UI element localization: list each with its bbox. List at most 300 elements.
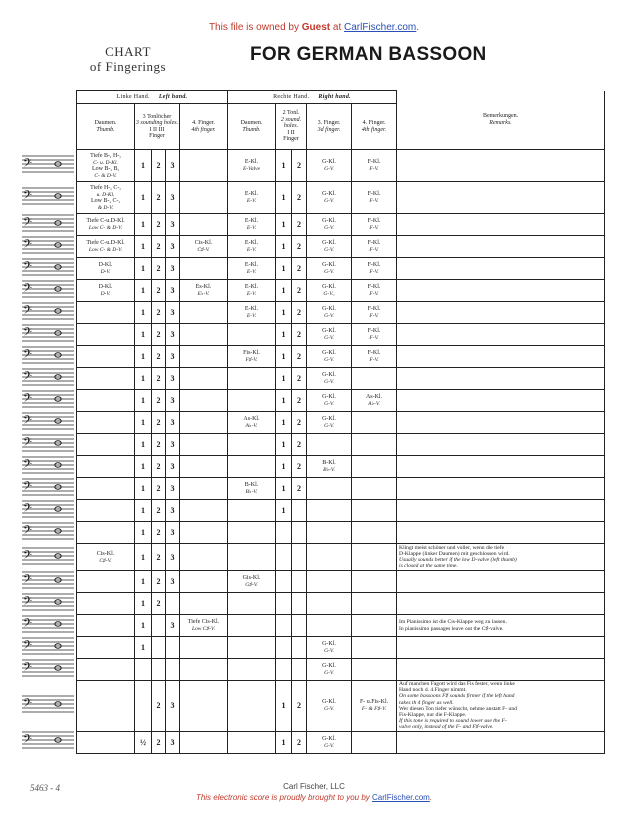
right-thumb-cell (228, 478, 276, 500)
right-fourth-finger-header (352, 104, 397, 150)
left-hole-3-cell (166, 593, 180, 615)
left-fourth-finger-cell (180, 544, 228, 571)
right-hole-1-cell: 1 (276, 346, 292, 368)
right-third-finger-cell-line: G-V. (324, 379, 334, 385)
right-fourth-finger-cell (352, 150, 397, 182)
right-hole-1-cell: 1 (276, 456, 292, 478)
left-thumb-cell-line: u. D-Kl. (96, 191, 115, 198)
right-holes-header (276, 104, 307, 150)
right-fourth-finger-cell (352, 659, 397, 681)
right-fourth-finger-cell-line: F-Kl. (367, 284, 381, 290)
left-hole-2-cell: 2 (152, 593, 166, 615)
right-hole-2-cell: 2 (292, 214, 307, 236)
table-row (77, 390, 605, 412)
right-hole-1-cell: 1 (276, 236, 292, 258)
right-thumb-cell (228, 659, 276, 681)
fingering-rows (77, 150, 605, 754)
right-thumb-cell-line: E-V. (246, 247, 257, 253)
left-thumb-cell-line: Tiefe B-, H-, (90, 152, 121, 159)
right-fourth-finger-cell-line: F-Kl. (367, 306, 381, 312)
remarks-cell (397, 456, 605, 478)
remarks-cell (397, 280, 605, 302)
right-fourth-finger-cell-line: F-V. (369, 291, 379, 297)
right-third-finger-cell (307, 571, 352, 593)
remarks-cell (397, 258, 605, 280)
right-fourth-finger-cell-line: F-V. (369, 166, 379, 172)
right-thumb-cell-line: B-Kl. (244, 482, 259, 488)
table-row (77, 681, 605, 732)
left-thumb-cell (77, 456, 135, 478)
remarks-cell (397, 659, 605, 681)
left-fourth-finger-cell-line: C♯-V. (197, 247, 210, 253)
right-third-finger-cell-line: G-V. (324, 423, 334, 429)
right-third-finger-cell (307, 522, 352, 544)
left-thumb-cell (77, 302, 135, 324)
left-thumb-cell-line: Cis-Kl. (96, 550, 115, 557)
left-hole-3-cell: 3 (166, 302, 180, 324)
left-thumb-cell (77, 150, 135, 182)
left-thumb-cell-line: D-Kl. (98, 262, 113, 268)
left-fourth-label-en: 4th finger. (191, 126, 216, 133)
right-hole-2-cell: 2 (292, 258, 307, 280)
left-fourth-finger-cell (180, 637, 228, 659)
right-third-finger-cell-line: G-V. (324, 401, 334, 407)
right-holes-label-en: 2 sound. holes. (280, 116, 302, 130)
right-thumb-cell (228, 522, 276, 544)
remarks-cell (397, 522, 605, 544)
left-thumb-cell (77, 182, 135, 214)
remarks-cell (397, 571, 605, 593)
remarks-cell (397, 214, 605, 236)
table-row (77, 637, 605, 659)
left-thumb-cell (77, 368, 135, 390)
right-fourth-finger-cell (352, 681, 397, 732)
bass-clef-icon: 𝄢 (23, 595, 33, 611)
right-third-finger-cell-line: G-V. (324, 357, 334, 363)
right-hole-1-cell (276, 593, 292, 615)
remarks-cell (397, 593, 605, 615)
staff-snippet (22, 344, 74, 366)
left-hole-3-cell: 3 (166, 500, 180, 522)
left-thumb-cell-line: Tiefe H-, C-, (90, 184, 121, 191)
left-fourth-finger-cell (180, 659, 228, 681)
bass-clef-icon: 𝄢 (23, 260, 33, 276)
left-thumb-cell-line: C- u. D-Kl. (93, 159, 118, 166)
right-thumb-cell (228, 346, 276, 368)
banner-prefix: This file is owned by (208, 22, 302, 33)
remark-line: If this tone is required to sound lower use the F- (399, 718, 507, 725)
remarks-cell (397, 368, 605, 390)
left-hole-3-cell: 3 (166, 412, 180, 434)
bass-clef-icon: 𝄢 (23, 733, 33, 749)
right-hole-2-cell: 2 (292, 681, 307, 732)
left-thumb-cell (77, 593, 135, 615)
right-hole-2-cell (292, 500, 307, 522)
right-hole-1-cell (276, 544, 292, 571)
right-fourth-finger-cell (352, 280, 397, 302)
left-hole-2-cell (152, 659, 166, 681)
right-third-finger-cell-line: G-Kl. (322, 159, 336, 165)
right-fourth-finger-cell-line: F-V. (369, 335, 379, 341)
left-hole-1-cell: 1 (135, 478, 152, 500)
left-hole-1-cell: 1 (135, 390, 152, 412)
left-hole-3-cell: 3 (166, 214, 180, 236)
right-hand-header (228, 91, 397, 104)
right-thumb-cell-line: F♯-V. (245, 357, 258, 363)
left-hand-header (77, 91, 228, 104)
left-hole-2-cell: 2 (152, 214, 166, 236)
left-hole-1-cell: 1 (135, 214, 152, 236)
table-row (77, 456, 605, 478)
left-thumb-cell (77, 544, 135, 571)
right-thumb-cell (228, 434, 276, 456)
left-thumb-cell (77, 324, 135, 346)
right-thumb-cell-line: E-V. (246, 198, 257, 204)
right-hole-2-cell: 2 (292, 412, 307, 434)
remark-line: Fis-Klappe, nur die F-Klappe. (399, 712, 467, 719)
left-fourth-finger-cell (180, 478, 228, 500)
left-hole-1-cell: 1 (135, 302, 152, 324)
right-third-finger-cell-line: G-Kl. (322, 328, 336, 334)
right-hole-2-cell (292, 571, 307, 593)
table-row (77, 434, 605, 456)
left-hole-2-cell: 2 (152, 302, 166, 324)
right-third-finger-cell-line: G-V. (324, 247, 334, 253)
right-third-finger-cell-line: G-Kl. (322, 735, 336, 742)
right-third-finger-cell-line: G-Kl. (322, 191, 336, 197)
right-thumb-cell-line: G♯-V. (245, 582, 258, 588)
right-fourth-finger-cell-line: F-Kl. (367, 218, 381, 224)
bass-clef-icon: 𝄢 (23, 639, 33, 655)
left-hole-2-cell: 2 (152, 571, 166, 593)
table-row (77, 571, 605, 593)
table-row (77, 478, 605, 500)
remarks-cell (397, 182, 605, 214)
table-row (77, 615, 605, 637)
left-hole-1-cell: 1 (135, 434, 152, 456)
right-fourth-finger-cell-line: F- & F♯-V. (361, 706, 387, 713)
remark-line: D-Klappe (linker Daumen) mit geschlossen wird. (399, 550, 510, 557)
left-thumb-cell (77, 522, 135, 544)
right-third-finger-cell (307, 456, 352, 478)
bass-clef-icon: 𝄢 (23, 414, 33, 430)
right-thumb-cell-line: E-V. (246, 269, 257, 275)
footer-credit-prefix: This electronic score is proudly brought to you by (195, 793, 373, 802)
left-hole-2-cell: 2 (152, 544, 166, 571)
right-fourth-finger-cell (352, 182, 397, 214)
left-fourth-finger-cell (180, 236, 228, 258)
right-fourth-finger-cell-line: A♭-V. (368, 401, 380, 407)
right-hole-1-cell (276, 571, 292, 593)
remark-line: valve only, instead of the F- and F♯-valve. (399, 724, 494, 731)
table-row (77, 236, 605, 258)
right-hole-1-cell: 1 (276, 434, 292, 456)
right-hole-2-cell: 2 (292, 346, 307, 368)
table-row (77, 150, 605, 182)
right-thumb-cell (228, 544, 276, 571)
right-third-finger-header (307, 104, 352, 150)
right-fourth-finger-cell (352, 478, 397, 500)
remark-line: Im Pianissimo ist die Cis-Klappe weg zu lassen. (399, 619, 507, 626)
left-hole-3-cell: 3 (166, 236, 180, 258)
staff-snippet (22, 322, 74, 344)
right-third-finger-cell (307, 236, 352, 258)
right-third-finger-cell-line: G-Kl. (322, 663, 336, 669)
table-row (77, 302, 605, 324)
staff-snippet (22, 520, 74, 542)
left-fourth-finger-cell (180, 615, 228, 637)
left-thumb-cell (77, 637, 135, 659)
left-fourth-finger-cell (180, 280, 228, 302)
right-fourth-finger-cell-line: F-V. (369, 357, 379, 363)
chart-title-line2: of Fingerings (89, 59, 167, 74)
right-hole-2-cell: 2 (292, 302, 307, 324)
staff-snippet (22, 234, 74, 256)
table-row (77, 593, 605, 615)
right-fourth-finger-cell-line: F-Kl. (367, 240, 381, 246)
bass-clef-icon: 𝄢 (23, 238, 33, 254)
staff-snippet (22, 635, 74, 657)
left-thumb-cell-line: & D-V. (97, 204, 114, 211)
left-thumb-cell (77, 236, 135, 258)
right-hole-2-cell: 2 (292, 456, 307, 478)
right-third-finger-cell (307, 731, 352, 753)
staff-snippet (22, 185, 74, 207)
left-thumb-cell (77, 390, 135, 412)
left-hole-1-cell: 1 (135, 324, 152, 346)
left-hole-3-cell: 3 (166, 571, 180, 593)
bass-clef-icon: 𝄢 (23, 157, 33, 173)
left-fourth-finger-cell (180, 571, 228, 593)
right-third-finger-cell-line: G-Kl. (322, 641, 336, 647)
right-hole-2-cell: 2 (292, 182, 307, 214)
right-third-finger-cell-line: G-V. (324, 269, 334, 275)
bass-clef-icon: 𝄢 (23, 216, 33, 232)
right-fourth-finger-cell (352, 412, 397, 434)
staff-snippet (22, 476, 74, 498)
right-fourth-finger-cell (352, 434, 397, 456)
left-hole-3-cell: 3 (166, 280, 180, 302)
left-thumb-cell (77, 258, 135, 280)
left-fourth-finger-cell (180, 456, 228, 478)
left-thumb-label-en: Thumb. (96, 126, 115, 133)
left-hole-3-cell: 3 (166, 478, 180, 500)
left-fourth-finger-cell (180, 390, 228, 412)
right-thumb-cell (228, 593, 276, 615)
right-third-finger-cell (307, 302, 352, 324)
remark-line: Usually sounds better if the low D-valve (left thumb) (399, 557, 517, 563)
right-fourth-label: 4. Finger. (362, 119, 386, 126)
table-row (77, 412, 605, 434)
left-hole-1-cell: ½ (135, 731, 152, 753)
right-fourth-finger-cell (352, 214, 397, 236)
right-thumb-cell-line: E-Kl. (244, 159, 259, 165)
right-third-finger-cell (307, 681, 352, 732)
remarks-label-en: Remarks. (489, 119, 512, 126)
remarks-cell (397, 236, 605, 258)
right-thumb-cell (228, 637, 276, 659)
table-row (77, 324, 605, 346)
left-fourth-finger-cell (180, 681, 228, 732)
right-third-finger-cell-line: G-V. (324, 313, 334, 319)
staff-snippet (22, 545, 74, 567)
fingering-table (76, 90, 605, 754)
left-thumb-label: Daumen. (94, 119, 117, 126)
left-thumb-cell (77, 412, 135, 434)
left-fourth-finger-cell (180, 258, 228, 280)
right-third-finger-cell (307, 346, 352, 368)
remarks-cell (397, 302, 605, 324)
right-thumb-header (228, 104, 276, 150)
left-hole-3-cell: 3 (166, 681, 180, 732)
left-fourth-finger-cell-line: Low C♯-V. (191, 626, 216, 632)
left-thumb-cell-line: Low B-, B, (92, 165, 119, 172)
right-third-finger-cell-line: G-Kl. (322, 240, 336, 246)
banner-owner: Guest (301, 22, 331, 33)
left-hole-2-cell: 2 (152, 522, 166, 544)
left-hole-2-cell: 2 (152, 478, 166, 500)
right-hole-2-cell: 2 (292, 478, 307, 500)
right-hole-1-cell: 1 (276, 258, 292, 280)
left-hole-3-cell: 3 (166, 615, 180, 637)
left-fourth-finger-header (180, 104, 228, 150)
right-fourth-finger-cell (352, 731, 397, 753)
right-thumb-cell-line: E-Kl. (244, 306, 259, 312)
bass-clef-icon: 𝄢 (23, 189, 33, 205)
right-fourth-label-en: 4th finger. (361, 126, 387, 133)
left-hole-1-cell: 1 (135, 637, 152, 659)
right-thumb-label-en: Thumb. (242, 126, 261, 133)
left-hole-1-cell: 1 (135, 615, 152, 637)
remarks-cell (397, 637, 605, 659)
right-holes-roman: I II (287, 129, 295, 136)
remarks-cell (397, 731, 605, 753)
left-hole-3-cell: 3 (166, 324, 180, 346)
right-hole-2-cell (292, 593, 307, 615)
right-thumb-cell (228, 214, 276, 236)
bass-clef-icon: 𝄢 (23, 480, 33, 496)
right-fourth-finger-cell (352, 500, 397, 522)
right-third-finger-cell-line: G-Kl. (322, 699, 336, 706)
right-fourth-finger-cell-line: F-Kl. (367, 191, 381, 197)
staff-snippet (22, 410, 74, 432)
remarks-header (397, 91, 605, 150)
right-third-finger-cell-line: G-V. (324, 225, 334, 231)
right-third-finger-cell (307, 500, 352, 522)
table-row (77, 659, 605, 681)
banner-link[interactable]: CarlFischer.com (344, 22, 417, 33)
left-fourth-finger-cell (180, 412, 228, 434)
remarks-label: Bemerkungen. (482, 112, 519, 119)
remark-line: Hand noch d. 4.Finger nimmt. (399, 687, 467, 694)
right-hole-1-cell: 1 (276, 478, 292, 500)
right-hole-1-cell (276, 637, 292, 659)
left-holes-label-en: 3 sounding holes. (135, 120, 179, 126)
banner-middle: at (330, 22, 345, 33)
staff-snippet (22, 366, 74, 388)
left-fourth-finger-cell (180, 324, 228, 346)
right-thumb-cell (228, 324, 276, 346)
banner-suffix: . (416, 22, 420, 33)
left-thumb-cell (77, 214, 135, 236)
staff-snippet (22, 454, 74, 476)
left-hole-1-cell: 1 (135, 456, 152, 478)
left-hole-2-cell: 2 (152, 324, 166, 346)
right-thumb-cell (228, 302, 276, 324)
left-fourth-finger-cell (180, 346, 228, 368)
right-fourth-finger-cell-line: F-Kl. (367, 328, 381, 334)
remarks-cell (397, 412, 605, 434)
left-hole-2-cell (152, 615, 166, 637)
ownership-banner (0, 22, 628, 33)
left-hole-2-cell: 2 (152, 434, 166, 456)
right-hole-1-cell: 1 (276, 500, 292, 522)
bass-clef-icon: 𝄢 (23, 436, 33, 452)
left-hole-2-cell: 2 (152, 236, 166, 258)
table-row (77, 544, 605, 571)
left-hole-2-cell: 2 (152, 150, 166, 182)
left-thumb-cell-line: D-Kl. (98, 284, 113, 290)
bass-clef-icon: 𝄢 (23, 548, 33, 565)
right-third-finger-cell-line: G-Kl. (322, 394, 336, 400)
left-thumb-cell-line: Tiefe C-u.D-Kl. (86, 240, 125, 246)
right-thumb-cell (228, 731, 276, 753)
right-thumb-cell-line: E-V. (246, 225, 257, 231)
left-fourth-finger-cell (180, 731, 228, 753)
right-thumb-cell (228, 571, 276, 593)
left-hole-2-cell: 2 (152, 390, 166, 412)
right-third-finger-cell-line: G-V. (324, 198, 334, 204)
right-thumb-cell-line: E-V. (246, 313, 257, 319)
staff-snippet (22, 212, 74, 234)
remark-line: In pianissimo passages leave out the C♯-valve. (399, 625, 504, 632)
bass-clef-icon: 𝄢 (23, 348, 33, 364)
table-row (77, 258, 605, 280)
right-hole-1-cell: 1 (276, 412, 292, 434)
bass-clef-icon: 𝄢 (23, 502, 33, 518)
left-thumb-cell (77, 681, 135, 732)
left-thumb-cell (77, 571, 135, 593)
remarks-cell (397, 478, 605, 500)
staff-snippet (22, 498, 74, 520)
left-thumb-cell-line: D-V. (100, 291, 111, 297)
right-fourth-finger-cell-line: F-Kl. (367, 262, 381, 268)
left-holes-roman: I II III (149, 126, 165, 133)
right-fourth-finger-cell-line: F- u.Fis-Kl. (359, 699, 389, 706)
staff-snippet (22, 591, 74, 613)
right-fourth-finger-cell-line: F-V. (369, 247, 379, 253)
left-thumb-cell (77, 659, 135, 681)
right-third-finger-cell-line: G-Kl. (322, 262, 336, 268)
left-hole-2-cell: 2 (152, 182, 166, 214)
right-thumb-cell-line: E-Kl. (244, 262, 259, 268)
staff-snippet (22, 729, 74, 751)
right-hole-2-cell (292, 659, 307, 681)
left-fourth-finger-cell (180, 214, 228, 236)
left-hole-3-cell: 3 (166, 346, 180, 368)
right-hole-1-cell: 1 (276, 302, 292, 324)
right-hand-label-en: Right hand. (318, 93, 351, 100)
left-hole-1-cell: 1 (135, 571, 152, 593)
right-thumb-cell-line: E-V. (246, 291, 257, 297)
staff-snippet (22, 388, 74, 410)
right-fourth-finger-cell-line: F-V. (369, 198, 379, 204)
left-hole-3-cell: 3 (166, 258, 180, 280)
staff-snippet (22, 256, 74, 278)
left-fourth-finger-cell-line: E♭-V. (197, 291, 210, 297)
right-third-finger-cell (307, 324, 352, 346)
footer-link[interactable]: CarlFischer.com (372, 793, 430, 802)
